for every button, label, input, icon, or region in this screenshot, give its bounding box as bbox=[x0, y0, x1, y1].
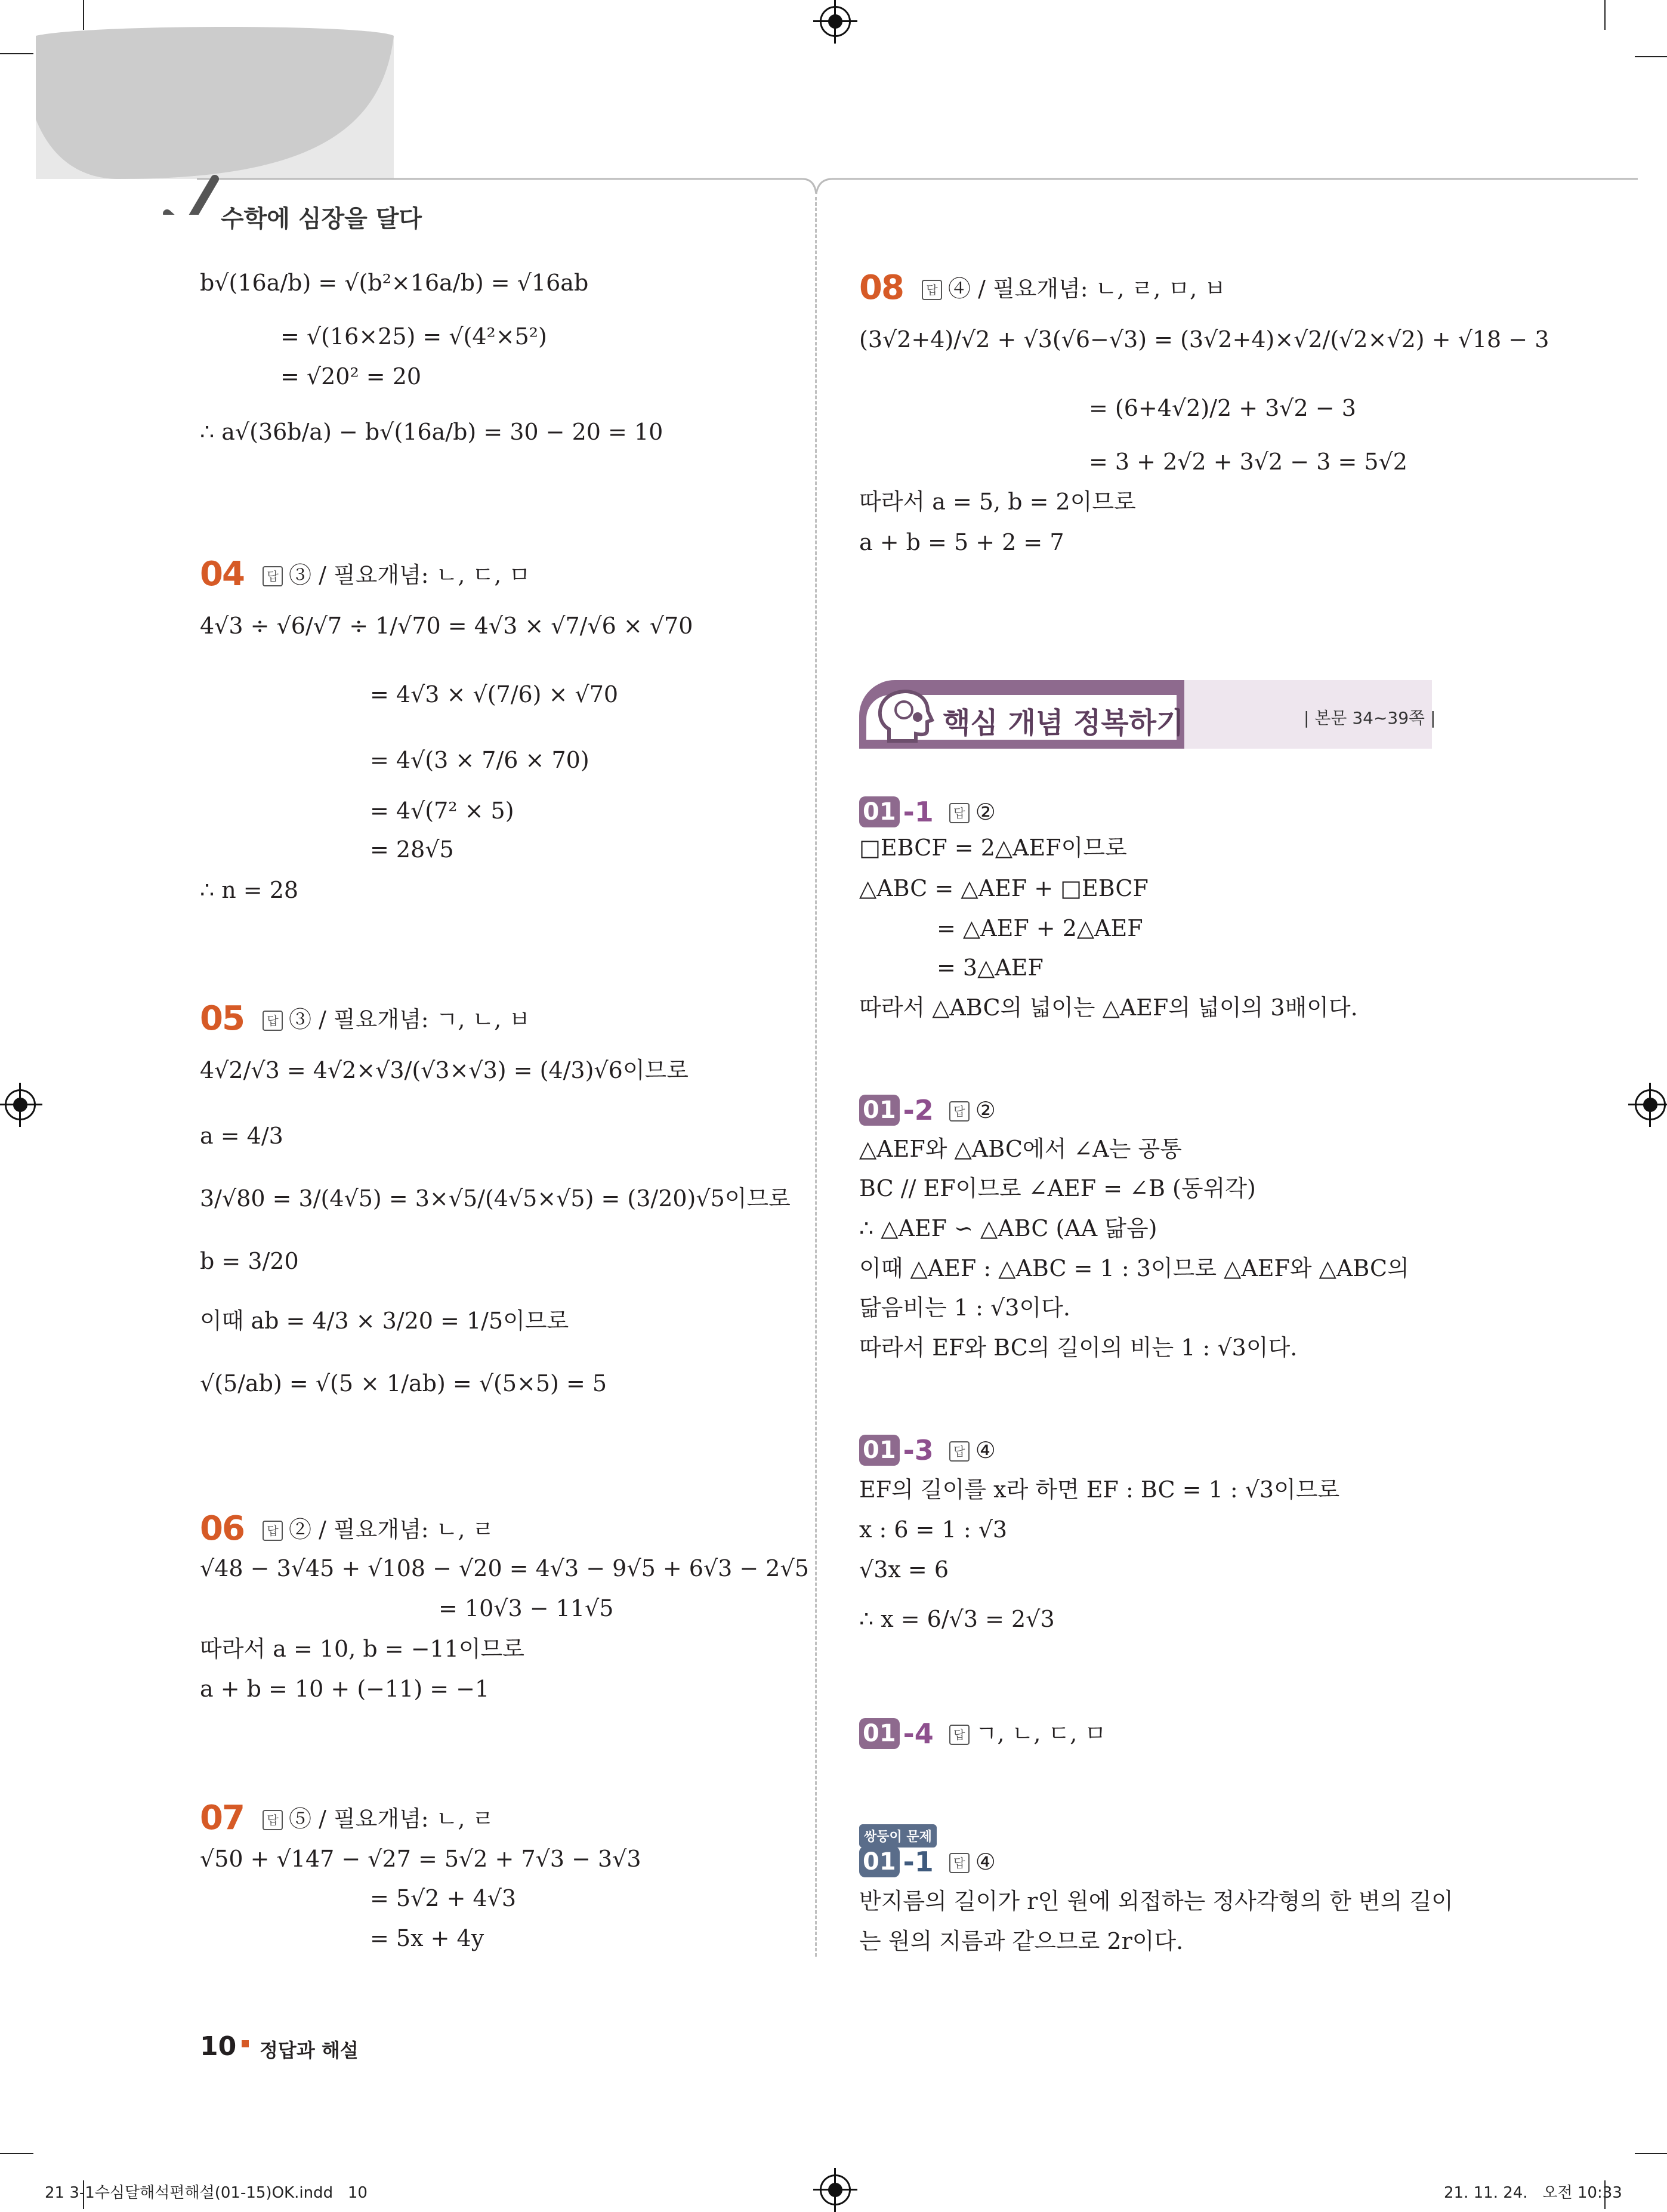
p01-2-line-6: 따라서 EF와 BC의 길이의 비는 1 : √3이다. bbox=[859, 1334, 1298, 1361]
twin-problem-tag: 쌍둥이 문제 bbox=[859, 1824, 937, 1848]
q08-line-5: a + b = 5 + 2 = 7 bbox=[859, 529, 1064, 555]
p01-1-line-5: 따라서 △ABC의 넓이는 △AEF의 넓이의 3배이다. bbox=[859, 994, 1358, 1021]
q05-line-2: a = 4/3 bbox=[200, 1123, 283, 1149]
answer-icon: 답 bbox=[949, 1101, 970, 1122]
p01-3-line-2: x : 6 = 1 : √3 bbox=[859, 1516, 1008, 1543]
prev-line-2: = √(16×25) = √(4²×5²) bbox=[280, 323, 547, 350]
answer-icon: 답 bbox=[949, 1441, 970, 1462]
twin-line-1: 반지름의 길이가 r인 원에 외접하는 정사각형의 한 변의 길이 bbox=[859, 1888, 1453, 1914]
answer-icon: 답 bbox=[263, 566, 283, 586]
q06-concept: / 필요개념: ㄴ, ㄹ bbox=[311, 1516, 495, 1543]
q08-header bbox=[922, 277, 1226, 300]
section-page-ref: | 본문 34~39쪽 | bbox=[1304, 708, 1436, 728]
q07-concept: / 필요개념: ㄴ, ㄹ bbox=[311, 1806, 495, 1832]
page-label: 정답과 해설 bbox=[260, 2039, 359, 2062]
answer-icon: 답 bbox=[263, 1521, 283, 1541]
q04-number: 04 bbox=[200, 555, 244, 594]
q08-line-1: (3√2+4)/√2 + √3(√6−√3) = (3√2+4)×√2/(√2×√2) + √18 − 3 bbox=[859, 326, 1549, 353]
q06-answer: ② bbox=[289, 1516, 312, 1543]
p01-4-answer: ㄱ, ㄴ, ㄷ, ㅁ bbox=[975, 1720, 1107, 1747]
q04-header bbox=[263, 564, 530, 586]
q05-line-3: 3/√80 = 3/(4√5) = 3×√5/(4√5×√5) = (3/20)√5이므로 bbox=[200, 1185, 791, 1212]
answer-icon: 답 bbox=[949, 803, 970, 823]
q05-answer: ③ bbox=[289, 1006, 312, 1033]
p01-3-line-4: ∴ x = 6/√3 = 2√3 bbox=[859, 1606, 1055, 1632]
answer-icon: 답 bbox=[949, 1725, 970, 1745]
q07-line-1: √50 + √147 − √27 = 5√2 + 7√3 − 3√3 bbox=[200, 1846, 641, 1872]
q08-line-3: = 3 + 2√2 + 3√2 − 3 = 5√2 bbox=[1089, 449, 1407, 475]
p01-2-line-5: 닮음비는 1 : √3이다. bbox=[859, 1295, 1070, 1321]
q05-line-5: 이때 ab = 4/3 × 3/20 = 1/5이므로 bbox=[200, 1308, 569, 1334]
q06-line-2: = 10√3 − 11√5 bbox=[439, 1595, 614, 1621]
q06-line-3: 따라서 a = 10, b = −11이므로 bbox=[200, 1636, 525, 1662]
prev-line-3: = √20² = 20 bbox=[280, 363, 422, 390]
answer-icon: 답 bbox=[263, 1011, 283, 1031]
q08-line-2: = (6+4√2)/2 + 3√2 − 3 bbox=[1089, 395, 1356, 421]
p01-1-answer: ② bbox=[975, 799, 996, 825]
prev-line-1: b√(16a/b) = √(b²×16a/b) = √16ab bbox=[200, 270, 589, 296]
prev-line-4: ∴ a√(36b/a) − b√(16a/b) = 30 − 20 = 10 bbox=[200, 419, 663, 445]
p01-2-badge: 01 -2 답 ② bbox=[859, 1095, 996, 1126]
q04-line-3: = 4√(3 × 7/6 × 70) bbox=[370, 747, 589, 773]
q07-line-2: = 5√2 + 4√3 bbox=[370, 1885, 517, 1911]
p01-2-line-3: ∴ △AEF ∽ △ABC (AA 닮음) bbox=[859, 1215, 1157, 1241]
p01-3-line-3: √3x = 6 bbox=[859, 1556, 949, 1583]
brain-head-icon bbox=[871, 687, 937, 744]
q05-number: 05 bbox=[200, 999, 244, 1038]
page-number: 10 bbox=[200, 2031, 237, 2062]
file-info: 21 3-1수심달해석편해설(01-15)OK.indd 10 bbox=[45, 2184, 368, 2202]
q07-answer: ⑤ bbox=[289, 1806, 312, 1832]
q05-line-6: √(5/ab) = √(5 × 1/ab) = √(5×5) = 5 bbox=[200, 1370, 607, 1397]
twin-answer: ④ bbox=[975, 1849, 996, 1875]
registration-mark-right bbox=[1635, 1089, 1666, 1120]
footer-square-icon bbox=[242, 2040, 249, 2047]
q07-line-3: = 5x + 4y bbox=[370, 1925, 484, 1951]
p01-2-line-1: △AEF와 △ABC에서 ∠A는 공통 bbox=[859, 1136, 1182, 1162]
p01-2-line-2: BC // EF이므로 ∠AEF = ∠B (동위각) bbox=[859, 1175, 1256, 1201]
p01-3-badge: 01 -3 답 ④ bbox=[859, 1435, 996, 1466]
q04-line-4: = 4√(7² × 5) bbox=[370, 798, 514, 824]
answer-icon: 답 bbox=[949, 1853, 970, 1873]
q05-line-4: b = 3/20 bbox=[200, 1248, 299, 1274]
q08-line-4: 따라서 a = 5, b = 2이므로 bbox=[859, 489, 1136, 515]
q04-line-5: = 28√5 bbox=[370, 836, 454, 863]
registration-mark-left bbox=[5, 1089, 36, 1120]
twin-badge: 01 -1 답 ④ bbox=[859, 1846, 996, 1877]
q04-concept: / 필요개념: ㄴ, ㄷ, ㅁ bbox=[311, 562, 531, 588]
p01-2-line-4: 이때 △AEF : △ABC = 1 : 3이므로 △AEF와 △ABC의 bbox=[859, 1255, 1409, 1281]
q04-line-1: 4√3 ÷ √6/√7 ÷ 1/√70 = 4√3 × √7/√6 × √70 bbox=[200, 613, 693, 639]
q06-number: 06 bbox=[200, 1509, 244, 1548]
p01-1-line-3: = △AEF + 2△AEF bbox=[937, 915, 1143, 941]
p01-2-answer: ② bbox=[975, 1097, 996, 1123]
p01-4-badge: 01 -4 답 ㄱ, ㄴ, ㄷ, ㅁ bbox=[859, 1718, 1106, 1749]
q04-line-2: = 4√3 × √(7/6) × √70 bbox=[370, 681, 619, 708]
q05-line-1: 4√2/√3 = 4√2×√3/(√3×√3) = (4/3)√6이므로 bbox=[200, 1057, 689, 1083]
twin-line-2: 는 원의 지름과 같으므로 2r이다. bbox=[859, 1928, 1184, 1954]
logo-text: 수학에 심장을 달다 bbox=[221, 205, 422, 233]
q06-header bbox=[263, 1518, 494, 1541]
column-divider bbox=[815, 197, 817, 1957]
q06-line-4: a + b = 10 + (−11) = −1 bbox=[200, 1676, 490, 1702]
q05-concept: / 필요개념: ㄱ, ㄴ, ㅂ bbox=[311, 1006, 531, 1033]
p01-1-line-1: □EBCF = 2△AEF이므로 bbox=[859, 835, 1127, 861]
answer-icon: 답 bbox=[263, 1810, 283, 1830]
p01-1-badge: 01 -1 답 ② bbox=[859, 796, 996, 827]
p01-1-line-2: △ABC = △AEF + □EBCF bbox=[859, 875, 1149, 901]
date-info: 21. 11. 24. 오전 10:33 bbox=[1444, 2184, 1622, 2202]
p01-1-line-4: = 3△AEF bbox=[937, 954, 1044, 981]
q08-concept: / 필요개념: ㄴ, ㄹ, ㅁ, ㅂ bbox=[971, 276, 1226, 302]
registration-mark-top bbox=[820, 6, 851, 37]
p01-3-answer: ④ bbox=[975, 1437, 996, 1463]
p01-3-line-1: EF의 길이를 x라 하면 EF : BC = 1 : √3이므로 bbox=[859, 1476, 1340, 1503]
section-title: 핵심 개념 정복하기 bbox=[943, 706, 1184, 740]
q05-header bbox=[263, 1008, 530, 1031]
q08-number: 08 bbox=[859, 268, 903, 307]
section-banner bbox=[859, 680, 1436, 749]
q07-number: 07 bbox=[200, 1799, 244, 1837]
q08-answer: ④ bbox=[948, 276, 971, 302]
answer-icon: 답 bbox=[922, 280, 942, 300]
q06-line-1: √48 − 3√45 + √108 − √20 = 4√3 − 9√5 + 6√3 − 2√5 bbox=[200, 1555, 809, 1581]
q04-line-6: ∴ n = 28 bbox=[200, 877, 299, 903]
q04-answer: ③ bbox=[289, 562, 312, 588]
q07-header bbox=[263, 1808, 494, 1830]
